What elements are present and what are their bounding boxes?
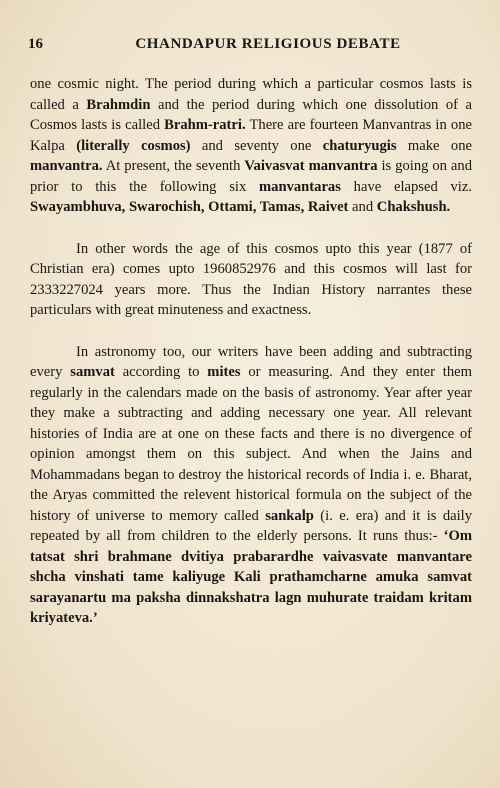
bold-term: ‘Om tatsat shri brahmane dvitiya prabarardhe vaivasvate manvantare shcha vinshati tame kaliyuge Kali prathamcharne amuka samvat sarayanartu ma paksha dinnakshatra lagn muhurate traidam kritam kriyateva.’	[30, 528, 472, 626]
text-run: is going on and prior to this the following six	[30, 158, 472, 195]
page-header	[28, 36, 472, 56]
bold-term: manvantra.	[30, 158, 103, 174]
paragraph-1	[30, 74, 472, 218]
bold-term: Vaivasvat manvantra	[244, 158, 378, 174]
text-run: There are fourteen Manvantras in one Kalpa	[30, 117, 472, 154]
text-run: (i. e. era) and it is daily repeated by all from children to the elderly persons. It runs thus:-	[30, 507, 472, 544]
paragraph-2	[30, 239, 472, 321]
text-run: In astronomy too, our writers have been adding and subtracting every	[30, 343, 472, 380]
bold-term: Chakshush.	[376, 199, 451, 215]
bold-term: Brahm-ratri.	[164, 117, 246, 133]
text-run: and	[348, 199, 377, 215]
bold-term: chaturyugis	[322, 137, 397, 154]
bold-term: mites	[207, 364, 241, 380]
text-run: according to	[114, 364, 208, 380]
page-number: 16	[28, 36, 43, 52]
text-run: have elapsed viz.	[340, 178, 472, 195]
text-run: or measuring. And they enter them regularly in the calendars made on the basis of astronomy. Year after year they make a subtracting and adding necessary one year. All relevant histories of India are at one on these facts and there is no divergence of opinion amongst them on this subject. And when the Jains and Mohammadans began to destroy the historical records of India i. e. Bharat, the Aryas committed the relevent historical formula on the subject of the history of universe to memory called	[30, 364, 472, 524]
bold-term: Brahmdin	[86, 96, 151, 113]
bold-term: samvat	[70, 364, 115, 380]
bold-term: Swayambhuva, Swarochish, Ottami, Tamas, Raivet	[30, 199, 349, 215]
running-title: CHANDAPUR RELIGIOUS DEBATE	[135, 36, 401, 52]
body-text	[30, 74, 472, 629]
text-run: At present, the seventh	[102, 158, 245, 174]
text-run: one cosmic night. The period during which a particular cosmos lasts is called a	[30, 76, 472, 113]
bold-term: manvantaras	[259, 178, 341, 195]
bold-term: (literally cosmos)	[76, 137, 191, 154]
text-run: and seventy one	[190, 137, 323, 154]
text-run: make one	[396, 137, 472, 154]
paragraph-3	[30, 342, 472, 629]
text-run: and the period during which one dissolution of a Cosmos lasts is called	[30, 96, 472, 133]
text-run: In other words the age of this cosmos upto this year (1877 of Christian era) comes upto 1960852976 and this cosmos will last for 2333227024 years more. Thus the Indian History narrantes these particulars with great minuteness and exactness.	[30, 240, 472, 318]
bold-term: sankalp	[265, 507, 314, 524]
